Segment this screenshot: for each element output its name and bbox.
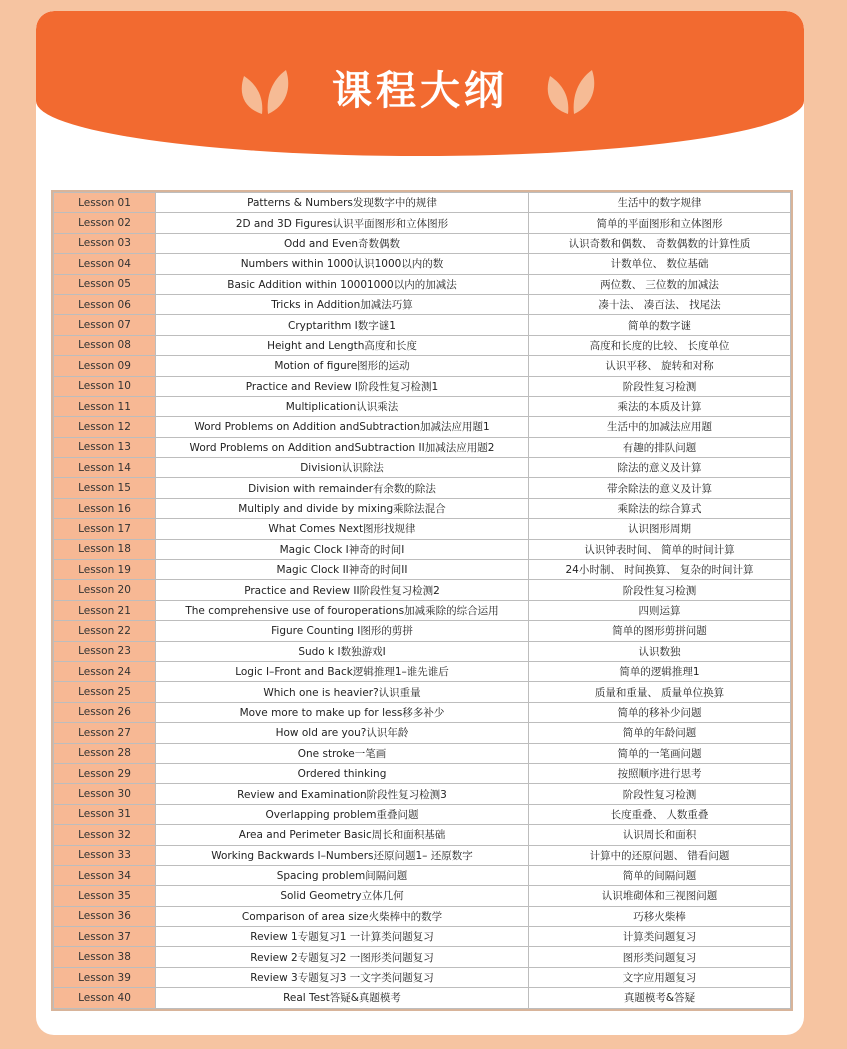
lesson-content-cell: 乘除法的综合算式 — [529, 498, 791, 518]
lesson-topic-cell: Review and Examination阶段性复习检测3 — [156, 784, 529, 804]
lesson-number-cell: Lesson 33 — [54, 845, 156, 865]
lesson-topic-cell: Word Problems on Addition andSubtraction加减法应用题1 — [156, 417, 529, 437]
table-row — [54, 315, 791, 335]
lesson-number-cell: Lesson 07 — [54, 315, 156, 335]
lesson-number-cell: Lesson 21 — [54, 600, 156, 620]
table-row — [54, 233, 791, 253]
lesson-content-cell: 高度和长度的比较、 长度单位 — [529, 335, 791, 355]
lesson-content-cell: 生活中的数字规律 — [529, 193, 791, 213]
lesson-content-cell: 阶段性复习检测 — [529, 376, 791, 396]
lesson-topic-cell: Patterns & Numbers发现数字中的规律 — [156, 193, 529, 213]
lesson-number-cell: Lesson 22 — [54, 621, 156, 641]
table-row — [54, 784, 791, 804]
table-row — [54, 927, 791, 947]
lesson-topic-cell: Figure Counting I图形的剪拼 — [156, 621, 529, 641]
table-row — [54, 193, 791, 213]
lesson-topic-cell: Which one is heavier?认识重量 — [156, 682, 529, 702]
lesson-number-cell: Lesson 17 — [54, 519, 156, 539]
lesson-topic-cell: Logic I–Front and Back逻辑推理1–谁先谁后 — [156, 661, 529, 681]
lesson-number-cell: Lesson 26 — [54, 702, 156, 722]
table-row — [54, 539, 791, 559]
lesson-topic-cell: Working Backwards I–Numbers还原问题1– 还原数字 — [156, 845, 529, 865]
lesson-content-cell: 长度重叠、 人数重叠 — [529, 804, 791, 824]
table-row — [54, 967, 791, 987]
lesson-number-cell: Lesson 12 — [54, 417, 156, 437]
lesson-content-cell: 带余除法的意义及计算 — [529, 478, 791, 498]
lesson-content-cell: 质量和重量、 质量单位换算 — [529, 682, 791, 702]
table-row — [54, 886, 791, 906]
table-row — [54, 376, 791, 396]
lesson-topic-cell: Magic Clock II神奇的时间II — [156, 560, 529, 580]
lesson-topic-cell: Review 1专题复习1 一计算类问题复习 — [156, 927, 529, 947]
lesson-content-cell: 认识周长和面积 — [529, 825, 791, 845]
lesson-topic-cell: Solid Geometry立体几何 — [156, 886, 529, 906]
table-row — [54, 865, 791, 885]
lesson-content-cell: 认识图形周期 — [529, 519, 791, 539]
table-row — [54, 661, 791, 681]
lesson-content-cell: 计数单位、 数位基础 — [529, 254, 791, 274]
table-row — [54, 213, 791, 233]
lesson-number-cell: Lesson 14 — [54, 458, 156, 478]
lesson-number-cell: Lesson 18 — [54, 539, 156, 559]
lesson-number-cell: Lesson 06 — [54, 294, 156, 314]
lesson-number-cell: Lesson 05 — [54, 274, 156, 294]
table-row — [54, 743, 791, 763]
table-row — [54, 560, 791, 580]
table-row — [54, 845, 791, 865]
lesson-content-cell: 简单的数字谜 — [529, 315, 791, 335]
lesson-number-cell: Lesson 32 — [54, 825, 156, 845]
lesson-number-cell: Lesson 39 — [54, 967, 156, 987]
table-row — [54, 825, 791, 845]
lesson-topic-cell: Odd and Even奇数偶数 — [156, 233, 529, 253]
lesson-number-cell: Lesson 36 — [54, 906, 156, 926]
lesson-number-cell: Lesson 10 — [54, 376, 156, 396]
lesson-content-cell: 真题模考&答疑 — [529, 988, 791, 1008]
lesson-topic-cell: How old are you?认识年龄 — [156, 723, 529, 743]
table-row — [54, 356, 791, 376]
lesson-topic-cell: Multiplication认识乘法 — [156, 396, 529, 416]
lesson-topic-cell: Practice and Review II阶段性复习检测2 — [156, 580, 529, 600]
lesson-topic-cell: Numbers within 1000认识1000以内的数 — [156, 254, 529, 274]
lesson-content-cell: 认识平移、 旋转和对称 — [529, 356, 791, 376]
lesson-content-cell: 计算中的还原问题、 错看问题 — [529, 845, 791, 865]
lesson-content-cell: 简单的移补少问题 — [529, 702, 791, 722]
lesson-content-cell: 巧移火柴棒 — [529, 906, 791, 926]
table-row — [54, 335, 791, 355]
lesson-topic-cell: Practice and Review I阶段性复习检测1 — [156, 376, 529, 396]
syllabus-table-body — [54, 193, 791, 1009]
lesson-topic-cell: Height and Length高度和长度 — [156, 335, 529, 355]
lesson-topic-cell: Review 2专题复习2 一图形类问题复习 — [156, 947, 529, 967]
lesson-content-cell: 生活中的加减法应用题 — [529, 417, 791, 437]
lesson-content-cell: 凑十法、 凑百法、 找尾法 — [529, 294, 791, 314]
table-row — [54, 763, 791, 783]
syllabus-card — [36, 11, 804, 1035]
lesson-topic-cell: Division with remainder有余数的除法 — [156, 478, 529, 498]
lesson-topic-cell: Real Test答疑&真题模考 — [156, 988, 529, 1008]
leaf-icon — [542, 64, 600, 118]
lesson-topic-cell: What Comes Next图形找规律 — [156, 519, 529, 539]
lesson-topic-cell: Tricks in Addition加减法巧算 — [156, 294, 529, 314]
table-row — [54, 947, 791, 967]
lesson-topic-cell: Magic Clock I神奇的时间I — [156, 539, 529, 559]
lesson-number-cell: Lesson 08 — [54, 335, 156, 355]
lesson-number-cell: Lesson 13 — [54, 437, 156, 457]
lesson-topic-cell: The comprehensive use of fouroperations加减乘除的综合运用 — [156, 600, 529, 620]
table-row — [54, 498, 791, 518]
lesson-number-cell: Lesson 23 — [54, 641, 156, 661]
lesson-number-cell: Lesson 34 — [54, 865, 156, 885]
lesson-number-cell: Lesson 20 — [54, 580, 156, 600]
lesson-topic-cell: Move more to make up for less移多补少 — [156, 702, 529, 722]
table-row — [54, 458, 791, 478]
lesson-content-cell: 两位数、 三位数的加减法 — [529, 274, 791, 294]
lesson-topic-cell: One stroke一笔画 — [156, 743, 529, 763]
lesson-content-cell: 简单的一笔画问题 — [529, 743, 791, 763]
lesson-number-cell: Lesson 19 — [54, 560, 156, 580]
lesson-content-cell: 认识钟表时间、 简单的时间计算 — [529, 539, 791, 559]
lesson-content-cell: 认识堆砌体和三视图问题 — [529, 886, 791, 906]
lesson-number-cell: Lesson 11 — [54, 396, 156, 416]
lesson-topic-cell: Cryptarithm I数字谜1 — [156, 315, 529, 335]
lesson-topic-cell: Sudo k I数独游戏I — [156, 641, 529, 661]
lesson-number-cell: Lesson 37 — [54, 927, 156, 947]
lesson-topic-cell: 2D and 3D Figures认识平面图形和立体图形 — [156, 213, 529, 233]
lesson-topic-cell: Spacing problem间隔问题 — [156, 865, 529, 885]
table-row — [54, 988, 791, 1008]
lesson-number-cell: Lesson 09 — [54, 356, 156, 376]
table-row — [54, 437, 791, 457]
table-row — [54, 417, 791, 437]
table-row — [54, 702, 791, 722]
table-row — [54, 274, 791, 294]
lesson-content-cell: 24小时制、 时间换算、 复杂的时间计算 — [529, 560, 791, 580]
lesson-content-cell: 乘法的本质及计算 — [529, 396, 791, 416]
lesson-content-cell: 四则运算 — [529, 600, 791, 620]
lesson-number-cell: Lesson 01 — [54, 193, 156, 213]
lesson-topic-cell: Motion of figure图形的运动 — [156, 356, 529, 376]
lesson-number-cell: Lesson 31 — [54, 804, 156, 824]
table-row — [54, 580, 791, 600]
table-row — [54, 641, 791, 661]
table-row — [54, 396, 791, 416]
lesson-content-cell: 简单的年龄问题 — [529, 723, 791, 743]
lesson-topic-cell: Basic Addition within 10001000以内的加减法 — [156, 274, 529, 294]
lesson-topic-cell: Comparison of area size火柴棒中的数学 — [156, 906, 529, 926]
table-row — [54, 519, 791, 539]
lesson-number-cell: Lesson 27 — [54, 723, 156, 743]
lesson-content-cell: 图形类问题复习 — [529, 947, 791, 967]
lesson-content-cell: 阶段性复习检测 — [529, 580, 791, 600]
lesson-topic-cell: Word Problems on Addition andSubtraction II加减法应用题2 — [156, 437, 529, 457]
lesson-number-cell: Lesson 03 — [54, 233, 156, 253]
lesson-number-cell: Lesson 40 — [54, 988, 156, 1008]
table-row — [54, 600, 791, 620]
table-row — [54, 804, 791, 824]
lesson-content-cell: 阶段性复习检测 — [529, 784, 791, 804]
lesson-topic-cell: Multiply and divide by mixing乘除法混合 — [156, 498, 529, 518]
page-title: 课程大纲 — [332, 68, 508, 114]
lesson-number-cell: Lesson 25 — [54, 682, 156, 702]
lesson-content-cell: 简单的平面图形和立体图形 — [529, 213, 791, 233]
table-row — [54, 723, 791, 743]
lesson-topic-cell: Division认识除法 — [156, 458, 529, 478]
table-row — [54, 682, 791, 702]
lesson-number-cell: Lesson 04 — [54, 254, 156, 274]
lesson-content-cell: 按照顺序进行思考 — [529, 763, 791, 783]
table-row — [54, 254, 791, 274]
lesson-content-cell: 认识奇数和偶数、 奇数偶数的计算性质 — [529, 233, 791, 253]
table-row — [54, 294, 791, 314]
lesson-number-cell: Lesson 15 — [54, 478, 156, 498]
lesson-topic-cell: Review 3专题复习3 一文字类问题复习 — [156, 967, 529, 987]
lesson-content-cell: 有趣的排队问题 — [529, 437, 791, 457]
lesson-number-cell: Lesson 16 — [54, 498, 156, 518]
lesson-topic-cell: Overlapping problem重叠问题 — [156, 804, 529, 824]
syllabus-table — [51, 190, 793, 1011]
lesson-content-cell: 简单的图形剪拼问题 — [529, 621, 791, 641]
lesson-number-cell: Lesson 24 — [54, 661, 156, 681]
lesson-number-cell: Lesson 29 — [54, 763, 156, 783]
lesson-content-cell: 文字应用题复习 — [529, 967, 791, 987]
lesson-number-cell: Lesson 30 — [54, 784, 156, 804]
lesson-number-cell: Lesson 02 — [54, 213, 156, 233]
lesson-content-cell: 简单的逻辑推理1 — [529, 661, 791, 681]
lesson-number-cell: Lesson 35 — [54, 886, 156, 906]
lesson-content-cell: 认识数独 — [529, 641, 791, 661]
table-row — [54, 478, 791, 498]
lesson-topic-cell: Ordered thinking — [156, 763, 529, 783]
lesson-content-cell: 计算类问题复习 — [529, 927, 791, 947]
lesson-number-cell: Lesson 28 — [54, 743, 156, 763]
table-row — [54, 906, 791, 926]
table-row — [54, 621, 791, 641]
lesson-content-cell: 除法的意义及计算 — [529, 458, 791, 478]
lesson-content-cell: 简单的间隔问题 — [529, 865, 791, 885]
lesson-topic-cell: Area and Perimeter Basic周长和面积基础 — [156, 825, 529, 845]
lesson-number-cell: Lesson 38 — [54, 947, 156, 967]
